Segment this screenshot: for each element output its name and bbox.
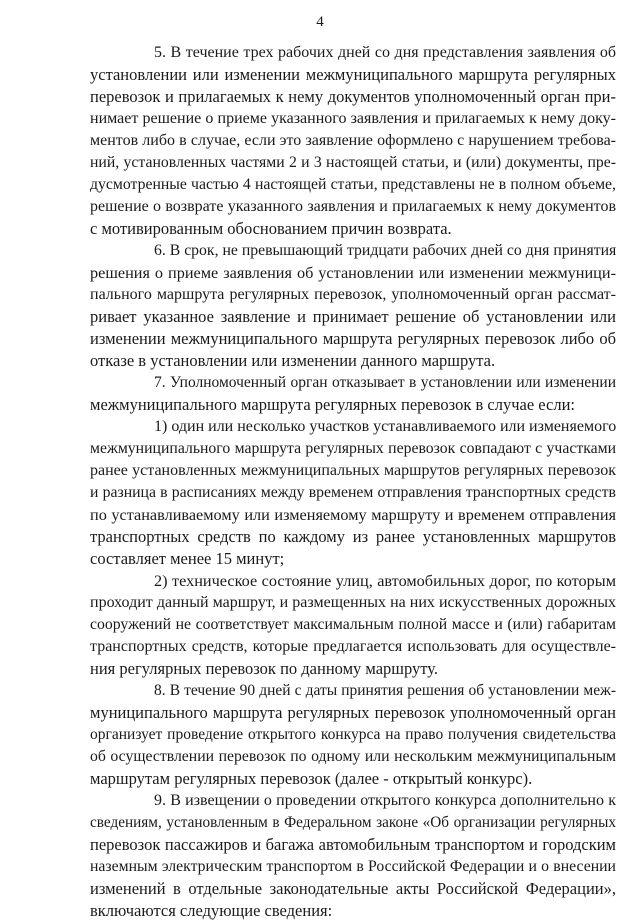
text-line: транспортных средств, которые предлагается использовать для осуществле- xyxy=(90,638,616,655)
text-line: и разница в расписаниях между временем отправления транспортных средств xyxy=(90,484,616,501)
text-line: по устанавливаемому или изменяемому маршруту и временем отправления xyxy=(90,506,616,524)
text-line: решение о возврате указанного заявления и прилагаемых к нему документов xyxy=(90,198,616,215)
text-line: ния регулярных перевозок по данному маршруту. xyxy=(90,659,439,678)
text-line: организует проведение открытого конкурса на право получения свидетельства xyxy=(90,726,616,743)
text-line: составляет менее 15 минут; xyxy=(90,549,285,568)
text-line: проходит данный маршрут, и размещенных на них искусственных дорожных xyxy=(90,594,616,611)
text-line: сооружений не соответствует максимальным полной массе и (или) габаритам xyxy=(90,616,616,633)
text-line: транспортных средств по каждому из ранее установленных маршрутов xyxy=(90,527,616,546)
text-line: нимает решение о приеме указанного заявления и прилагаемых к нему доку- xyxy=(90,110,616,127)
page-number: 4 xyxy=(316,14,324,30)
text-line: 9. В извещении о проведении открытого конкурса дополнительно к xyxy=(154,792,616,809)
text-line: 2) техническое состояние улиц, автомобильных дорог, по которым xyxy=(154,572,616,590)
text-line: межмуниципального маршрута регулярных перевозок в случае если: xyxy=(90,395,575,414)
text-line: наземным электрическим транспортом в Российской Федерации и о внесении xyxy=(90,858,616,875)
text-line: изменении межмуниципального маршрута регулярных перевозок либо об xyxy=(90,329,616,348)
text-line: межмуниципального маршрута регулярных перевозок совпадают с участками xyxy=(90,440,616,457)
text-line: об осуществлении перевозок по одному или нескольким межмуниципальным xyxy=(90,748,616,765)
text-line: с мотивированным обоснованием причин возврата. xyxy=(90,219,452,238)
text-line: 6. В срок, не превышающий тридцати рабочих дней со дня принятия xyxy=(154,242,617,259)
text-line: 5. В течение трех рабочих дней со дня представления заявления об xyxy=(154,44,616,61)
text-line: пального маршрута регулярных перевозок, уполномоченный орган рассмат- xyxy=(90,286,616,303)
text-line: включаются следующие сведения: xyxy=(90,901,333,920)
text-line: установлении или изменении межмуниципального маршрута регулярных xyxy=(90,65,616,84)
text-line: ментов либо в случае, если это заявление оформлено с нарушением требова- xyxy=(90,132,616,149)
text-line: перевозок пассажиров и багажа автомобильным транспортом и городским xyxy=(90,835,616,854)
text-line: перевозок и прилагаемых к нему документов уполномоченный орган при- xyxy=(90,87,616,106)
text-line: отказе в установлении или изменении данного маршрута. xyxy=(90,351,496,370)
text-line: ранее установленных межмуниципальных маршрутов регулярных перевозок xyxy=(90,462,616,479)
text-line: ривает указанное заявление и принимает решение об установлении или xyxy=(90,307,616,326)
text-line: дусмотренные частью 4 настоящей статьи, представлены не в полном объеме, xyxy=(90,176,616,193)
document-body xyxy=(90,42,616,922)
text-line: муниципального маршрута регулярных перевозок уполномоченный орган xyxy=(90,703,616,722)
text-line: ний, установленных частями 2 и 3 настоящей статьи, и (или) документы, пре- xyxy=(90,154,616,171)
text-line: 1) один или несколько участков устанавливаемого или изменяемого xyxy=(154,418,617,435)
text-line: сведениям, установленным в Федеральном законе «Об организации регулярных xyxy=(90,814,616,831)
text-line: 8. В течение 90 дней с даты принятия решения об установлении меж- xyxy=(154,682,616,699)
text-line: маршрутам регулярных перевозок (далее - открытый конкурс). xyxy=(90,769,533,788)
text-line: 7. Уполномоченный орган отказывает в установлении или изменении xyxy=(154,374,616,391)
text-line: решения о приеме заявления об установлении или изменении межмуници- xyxy=(90,264,616,282)
text-line: изменений в отдельные законодательные акты Российской Федерации», xyxy=(90,879,616,898)
